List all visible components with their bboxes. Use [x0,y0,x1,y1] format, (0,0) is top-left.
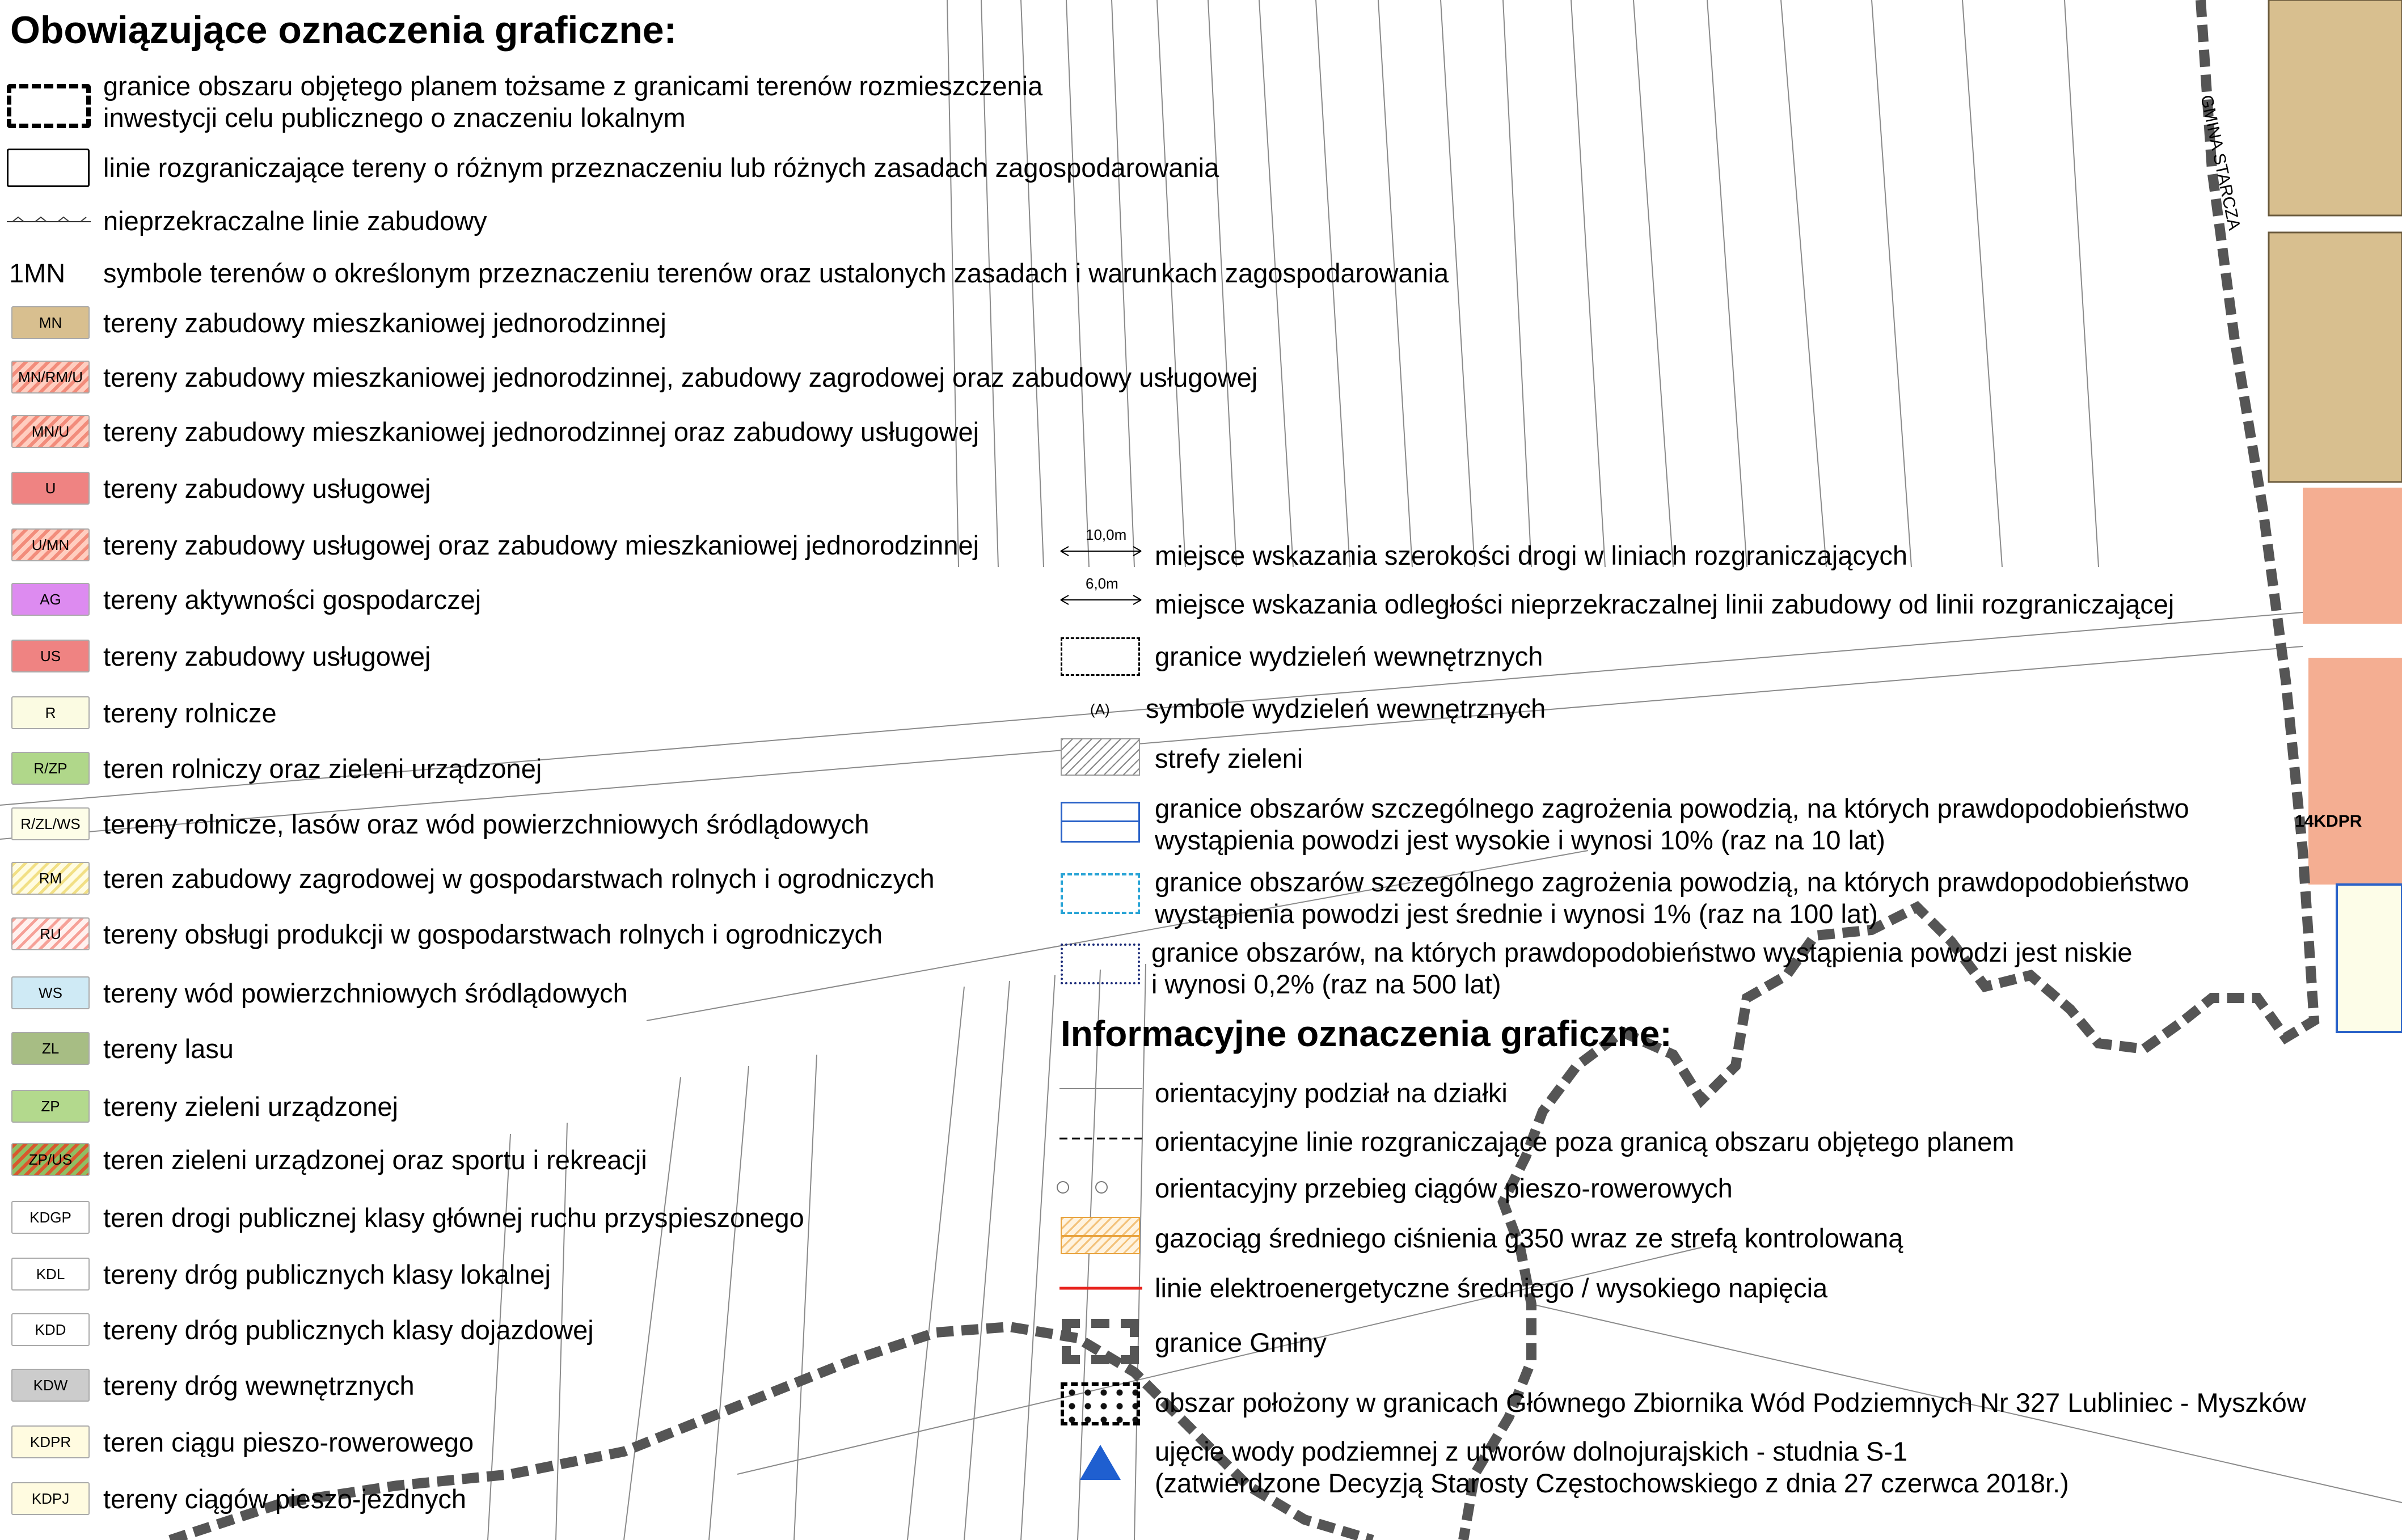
informational-title: Informacyjne oznaczenia graficzne: [1061,1013,1672,1054]
flood-02-icon [1061,944,1140,984]
outside-lines-label: orientacyjne linie rozgraniczające poza granicą obszaru objętego planem [1155,1127,2015,1157]
internal-symbols-sample: (A) [1090,701,1110,718]
label-r: tereny rolnicze [103,698,277,728]
building-distance-icon [1058,576,1143,610]
label-kdpj: tereny ciągów pieszo-jezdnych [103,1484,467,1514]
parcels-icon [1059,1083,1142,1094]
label-kdw: tereny dróg wewnętrznych [103,1370,415,1401]
label-zp-us: teren zieleni urządzonej oraz sportu i rekreacji [103,1145,647,1175]
label-r-zl-ws: tereny rolnicze, lasów oraz wód powierzchniowych śródlądowych [103,809,869,839]
label-u: tereny zabudowy usługowej [103,473,431,504]
label-mn-u: tereny zabudowy mieszkaniowej jednorodzinnej oraz zabudowy usługowej [103,417,980,447]
swatch-mn-u: MN/U [11,415,90,448]
flood-10-label-2: wystąpienia powodzi jest wysokie i wynosi 10% (raz na 10 lat) [1155,825,1885,855]
swatch-zp: ZP [11,1090,90,1123]
gas-pipeline-icon [1061,1217,1140,1254]
swatch-r: R [11,696,90,729]
swatch-ag: AG [11,583,90,616]
mandatory-title: Obowiązujące oznaczenia graficzne: [10,9,677,52]
label-mn-rm-u: tereny zabudowy mieszkaniowej jednorodzinnej, zabudowy zagrodowej oraz zabudowy usługowej [103,362,1258,392]
svg-text:6,0m: 6,0m [1086,576,1118,592]
green-zones-label: strefy zieleni [1155,743,1303,773]
water-intake-label-2: (zatwierdzone Decyzją Starosty Częstochowskiego z dnia 27 czerwca 2018r.) [1155,1468,2069,1498]
building-distance-label: miejsce wskazania odległości nieprzekraczalnej linii zabudowy od linii rozgraniczającej [1155,589,2175,619]
parcels-label: orientacyjny podział na działki [1155,1078,1508,1108]
gas-pipeline-label: gazociąg średniego ciśnienia g350 wraz ze strefą kontrolowaną [1155,1223,1903,1253]
demarcation-lines-icon [7,149,90,187]
label-mn: tereny zabudowy mieszkaniowej jednorodzinnej [103,308,666,338]
swatch-kdd: KDD [11,1313,90,1346]
commune-label: GMINA STARCZA [2197,93,2244,232]
label-zp: tereny zieleni urządzonej [103,1091,398,1122]
label-kdl: tereny dróg publicznych klasy lokalnej [103,1259,551,1289]
swatch-mn-rm-u: MN/RM/U [11,361,90,394]
swatch-zl: ZL [11,1032,90,1065]
flood-02-label-2: i wynosi 0,2% (raz na 500 lat) [1151,969,1501,999]
label-r-zp: teren rolniczy oraz zieleni urządzonej [103,754,542,784]
bike-paths-icon [1056,1176,1141,1199]
swatch-kdw: KDW [11,1369,90,1402]
water-intake-label: ujęcie wody podziemnej z utworów dolnojurajskich - studnia S-1 [1155,1436,1908,1466]
label-ru: tereny obsługi produkcji w gospodarstwach rolnych i ogrodniczych [103,919,883,949]
flood-10-icon [1061,802,1140,843]
swatch-us: US [11,640,90,672]
internal-symbols-label: symbole wydzieleń wewnętrznych [1146,693,1546,724]
plan-boundary-label: granice obszaru objętego planem tożsame z granicami terenów rozmieszczenia [103,71,1043,101]
road-width-label: miejsce wskazania szerokości drogi w liniach rozgraniczających [1155,540,1907,570]
water-intake-icon [1079,1442,1122,1482]
swatch-kdpr: KDPR [11,1425,90,1458]
swatch-r-zp: R/ZP [11,752,90,785]
swatch-r-zl-ws: R/ZL/WS [11,807,90,840]
swatch-ru: RU [11,917,90,950]
aquifer-label: obszar położony w granicach Głównego Zbiornika Wód Podziemnych Nr 327 Lubliniec - Myszków [1155,1387,2306,1418]
swatch-ws: WS [11,976,90,1009]
plan-boundary-label-2: inwestycji celu publicznego o znaczeniu lokalnym [103,103,686,133]
label-us: tereny zabudowy usługowej [103,641,431,671]
label-kdpr: teren ciągu pieszo-rowerowego [103,1427,474,1457]
outside-lines-icon [1059,1133,1142,1144]
flood-10-label: granice obszarów szczególnego zagrożenia powodzią, na których prawdopodobieństwo [1155,793,2189,823]
power-lines-label: linie elektroenergetyczne średniego / wysokiego napięcia [1155,1273,1828,1303]
green-zones-icon [1061,738,1140,776]
swatch-u: U [11,472,90,505]
building-lines-label: nieprzekraczalne linie zabudowy [103,206,487,236]
swatch-kdpj: KDPJ [11,1482,90,1515]
flood-02-label: granice obszarów, na których prawdopodobieństwo wystąpienia powodzi jest niskie [1151,937,2133,967]
symbols-label: symbole terenów o określonym przeznaczeniu terenów oraz ustalonych zasadach i warunkach zagospodarowania [103,258,1449,288]
svg-text:10,0m: 10,0m [1086,527,1127,543]
flood-1-label-2: wystąpienia powodzi jest średnie i wynosi 1% (raz na 100 lat) [1155,899,1878,929]
internal-divisions-icon [1061,637,1140,676]
swatch-zp-us: ZP/US [11,1143,90,1176]
label-zl: tereny lasu [103,1034,234,1064]
swatch-rm: RM [11,862,90,895]
building-lines-icon [7,213,91,230]
demarcation-lines-label: linie rozgraniczające tereny o różnym przeznaczeniu lub różnych zasadach zagospodarowania [103,153,1219,183]
power-lines-icon [1059,1283,1142,1294]
label-ws: tereny wód powierzchniowych śródlądowych [103,978,628,1008]
swatch-kdgp: KDGP [11,1201,90,1234]
commune-border-icon [1062,1319,1139,1364]
flood-1-icon [1061,873,1140,914]
plan-boundary-icon [7,84,91,128]
swatch-mn: MN [11,306,90,339]
flood-1-label: granice obszarów szczególnego zagrożenia powodzią, na których prawdopodobieństwo [1155,867,2189,897]
label-kdgp: teren drogi publicznej klasy głównej ruchu przyspieszonego [103,1203,804,1233]
label-kdd: tereny dróg publicznych klasy dojazdowej [103,1315,594,1345]
aquifer-icon [1061,1382,1140,1425]
swatch-u-mn: U/MN [11,528,90,561]
swatch-kdl: KDL [11,1258,90,1291]
road-width-icon [1058,527,1143,561]
label-rm: teren zabudowy zagrodowej w gospodarstwach rolnych i ogrodniczych [103,864,935,894]
zone-label-14kdpr: 14KDPR [2295,812,2362,831]
symbols-sample: 1MN [9,258,66,288]
bike-paths-label: orientacyjny przebieg ciągów pieszo-rowerowych [1155,1173,1733,1203]
label-ag: tereny aktywności gospodarczej [103,585,482,615]
label-u-mn: tereny zabudowy usługowej oraz zabudowy mieszkaniowej jednorodzinnej [103,530,980,560]
commune-border-label: granice Gminy [1155,1327,1327,1357]
internal-divisions-label: granice wydzieleń wewnętrznych [1155,641,1543,671]
